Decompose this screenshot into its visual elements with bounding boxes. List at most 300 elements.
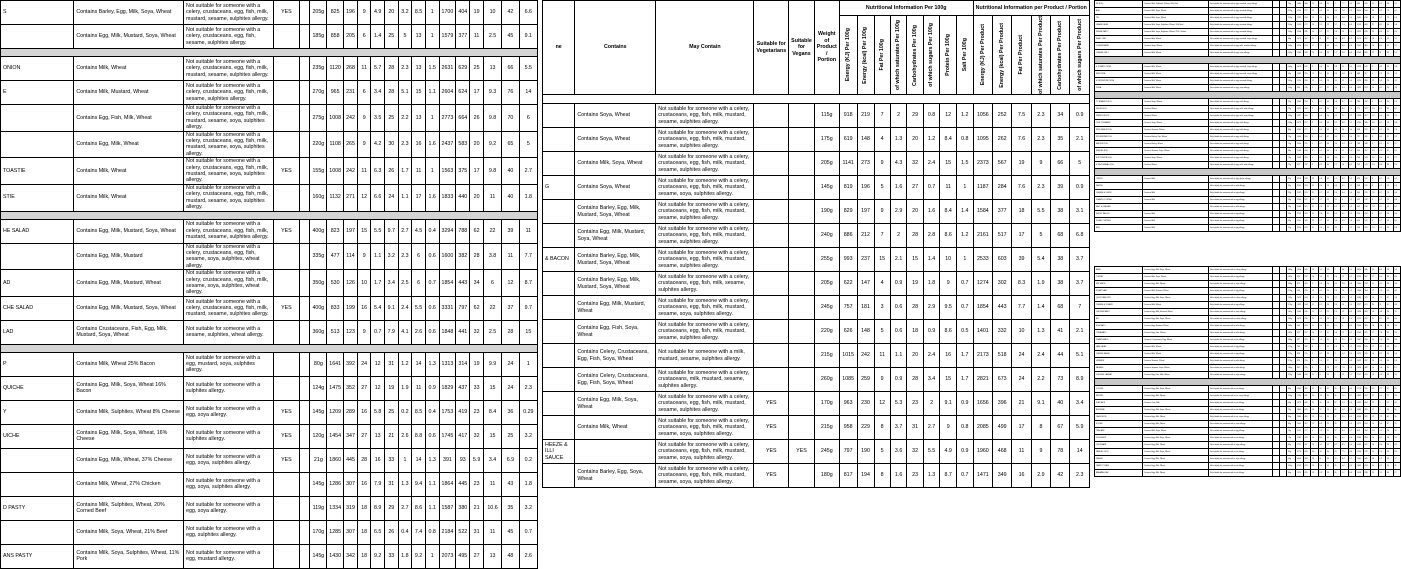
cell-value: 65: [1386, 113, 1394, 120]
cell-value: 30: [1333, 393, 1341, 400]
cell-value: 0.5: [957, 320, 974, 344]
cell-value: 262: [993, 128, 1012, 152]
cell-value: 1.3: [1348, 218, 1356, 225]
cell-value: 52: [1386, 400, 1394, 407]
cell-value: 14: [1371, 358, 1379, 365]
cell-contains: [1143, 204, 1209, 211]
cell-may: Not suitable for someone with a egg, milk, soya allergy.: [1209, 113, 1273, 120]
cell-may: Not suitable for someone with a egg, milk allergy.: [1209, 127, 1273, 134]
cell-value: 183: [1363, 155, 1371, 162]
cell-value: 3.0: [1393, 330, 1401, 337]
cell-vegan: [299, 270, 309, 297]
cell-psug: 3.2: [519, 496, 537, 520]
cell-contains: Contains Milk, Wheat: [1143, 85, 1209, 92]
cell-value: 1418: [1356, 470, 1364, 477]
cell-sug: 1.2: [398, 352, 412, 376]
cell-value: 4.3: [1318, 8, 1326, 15]
cell-value: 1401: [973, 320, 992, 344]
cell-pcarb: 40: [502, 184, 520, 211]
section-divider-cell: [543, 95, 1090, 104]
cell-value: 349: [993, 464, 1012, 488]
cell-value: 379: [1363, 295, 1371, 302]
cell-sug: 2.7: [398, 219, 412, 243]
cell-pkj: 1700: [439, 1, 456, 25]
cell-value: 3.8: [1333, 64, 1341, 71]
cell-vegan: [1280, 344, 1287, 351]
cell-value: 8.9: [1318, 435, 1326, 442]
cell-value: 0.6: [1348, 470, 1356, 477]
cell-vegan: [1280, 421, 1287, 428]
cell-name: FLAPJACK: [1095, 400, 1143, 407]
cell-pkcal: 522: [456, 520, 470, 544]
cell-name: [1, 105, 74, 132]
cell-value: 53: [1326, 225, 1334, 232]
header-per-100g: Protein Per 100g: [940, 16, 957, 95]
cell-fat: 9: [358, 320, 371, 344]
cell-value: 1120: [1296, 78, 1304, 85]
cell-value: 1585: [1296, 435, 1304, 442]
cell-value: 182: [1303, 344, 1311, 351]
cell-contains: Contains Wheat: [1143, 106, 1209, 113]
cell-value: 14: [1371, 470, 1379, 477]
cell-value: 32: [1386, 50, 1394, 57]
cell-may: Not suitable for someone with a milk allergy.: [1209, 323, 1273, 330]
cell-value: 2: [1333, 267, 1341, 274]
cell-w: 185g: [310, 25, 327, 49]
cell-value: 2190: [1296, 183, 1304, 190]
cell-weight: 70g: [1287, 428, 1296, 435]
cell-name: PIZZA: [1095, 85, 1143, 92]
cell-value: 31: [1333, 400, 1341, 407]
cell-contains: Contains Wheat: [1143, 113, 1209, 120]
cell-vegan: [1280, 393, 1287, 400]
cell-value: 412: [1303, 463, 1311, 470]
cell-contains: Contains Egg, Milk, Wheat: [1143, 470, 1209, 477]
cell-veg: YES: [273, 448, 299, 472]
cell-contains: Contains Egg, Milk, Soya, Wheat: [1143, 449, 1209, 456]
cell-vegan: [789, 320, 815, 344]
cell-psug: 2.3: [519, 376, 537, 400]
cell-name: ANS PASTY: [1, 544, 74, 568]
cell-may: Not suitable for someone with a egg, mustard allergy.: [1209, 15, 1273, 22]
cell-value: 229: [857, 416, 874, 440]
cell-value: 2.5: [1393, 113, 1401, 120]
cell-weight: 175g: [1287, 344, 1296, 351]
cell-value: 0.6: [1378, 155, 1386, 162]
cell-name: MINI PIZZA: [1095, 71, 1143, 78]
cell-value: 357: [1363, 358, 1371, 365]
cell-value: 0.8: [957, 416, 974, 440]
cell-value: 0.5: [1318, 162, 1326, 169]
cell-weight: 85g: [1287, 421, 1296, 428]
cell-contains: Contains Egg, Milk, Soya, Wheat: [1143, 435, 1209, 442]
cell-name: D PASTY: [1, 496, 74, 520]
cell-value: 1: [1318, 365, 1326, 372]
header-per-product: Fat Per Product: [1012, 16, 1031, 95]
header-per-100g: Carbohydrates Per 100g: [907, 16, 923, 95]
cell-may: Not suitable for someone with a egg, milk allergy.: [1209, 120, 1273, 127]
cell-value: 829: [839, 200, 857, 224]
cell-value: 24: [1326, 281, 1334, 288]
cell-name: BROWNIE: [1095, 407, 1143, 414]
cell-contains: Contains Milk, Wheat: [74, 158, 184, 185]
cell-pfat: 19: [470, 352, 484, 376]
cell-value: 8.6: [940, 320, 957, 344]
cell-may: Not suitable for someone with a egg, soya allergy.: [184, 400, 274, 424]
cell-psug: 0.7: [519, 520, 537, 544]
cell-weight: 25g: [1287, 183, 1296, 190]
cell-value: 58: [1326, 400, 1334, 407]
cell-vegan: [1280, 22, 1287, 29]
cell-value: 0.7: [1378, 120, 1386, 127]
cell-value: 1160: [1296, 127, 1304, 134]
cell-name: Y: [1, 400, 74, 424]
cell-vegan: [299, 57, 309, 81]
cell-value: 9.6: [1341, 15, 1349, 22]
cell-contains: Contains Milk, Soya, Wheat: [1143, 274, 1209, 281]
cell-value: 8.3: [1012, 272, 1031, 296]
cell-value: 0.6: [1318, 120, 1326, 127]
section-divider-cell: [1095, 57, 1401, 64]
cell-value: 13: [1386, 183, 1394, 190]
cell-veg: YES: [754, 392, 789, 416]
table-row: [1, 424, 538, 448]
cell-veg: [754, 152, 789, 176]
cell-may: Not suitable for someone with a egg allergy.: [1209, 302, 1273, 309]
cell-value: 31: [907, 416, 923, 440]
cell-carb: 3.2: [384, 243, 398, 270]
cell-contains: Contains Milk, Wheat: [1143, 71, 1209, 78]
allergen-table-middle: [542, 0, 1090, 488]
cell-may: Not suitable for someone with a celery, crustaceans, egg, fish, milk, mustard, sesame, soya, sulphites allergy.: [656, 464, 754, 488]
table-row: [1095, 330, 1401, 337]
cell-vegan: [789, 272, 815, 296]
allergen-table-page-left: [0, 0, 538, 563]
cell-value: 5.3: [1341, 400, 1349, 407]
cell-value: 10: [1311, 337, 1319, 344]
cell-value: 9: [1341, 323, 1349, 330]
cell-value: 7: [1341, 358, 1349, 365]
cell-weight: 180g: [1287, 365, 1296, 372]
cell-value: 197: [857, 200, 874, 224]
cell-name: HAM SALAD: [1095, 344, 1143, 351]
table-row: [1095, 414, 1401, 421]
table-row: [1, 184, 538, 211]
cell-contains: Contains Soya, Wheat: [575, 104, 656, 128]
cell-value: 13: [1311, 316, 1319, 323]
cell-value: 30: [1386, 162, 1394, 169]
cell-value: 23: [1311, 442, 1319, 449]
cell-value: 240: [1303, 372, 1311, 379]
cell-value: 45: [1326, 435, 1334, 442]
cell-value: 2373: [973, 152, 992, 176]
cell-value: 0.8: [1393, 197, 1401, 204]
cell-value: 22: [1311, 386, 1319, 393]
cell-value: 0.9: [1070, 176, 1090, 200]
cell-name: [543, 200, 575, 224]
cell-value: 15: [1371, 1, 1379, 8]
cell-veg: [273, 184, 299, 211]
cell-value: 36: [1386, 309, 1394, 316]
cell-value: 1812: [1356, 29, 1364, 36]
cell-contains: Contains Crustaceans, Egg, Wheat: [1143, 337, 1209, 344]
cell-vegetarian: [1273, 470, 1280, 477]
cell-value: 13: [1311, 15, 1319, 22]
cell-value: 1.1: [890, 344, 907, 368]
cell-value: 39: [1012, 248, 1031, 272]
cell-value: 0.9: [1318, 127, 1326, 134]
cell-value: 11: [1318, 456, 1326, 463]
cell-contains: Contains Egg, Milk, Mustard, Soya, Wheat: [74, 296, 184, 320]
cell-value: 28: [1371, 15, 1379, 22]
cell-sug: 5: [398, 25, 412, 49]
cell-value: 386: [1363, 267, 1371, 274]
cell-value: 6.7: [1393, 365, 1401, 372]
cell-value: 3: [1371, 141, 1379, 148]
cell-may: Not suitable for someone with a egg, mustard allergy.: [1209, 78, 1273, 85]
cell-pcarb: 28: [502, 320, 520, 344]
cell-value: 24: [1012, 344, 1031, 368]
allergen-table-right-top: [1094, 0, 1401, 232]
cell-may: Not suitable for someone with a nut allergy.: [1209, 386, 1273, 393]
cell-value: 4: [874, 272, 890, 296]
cell-psat: 11: [483, 184, 501, 211]
table-row: [1, 57, 538, 81]
cell-vegan: [299, 105, 309, 132]
cell-value: 5: [874, 176, 890, 200]
cell-name: [543, 104, 575, 128]
cell-vegetarian: [1273, 15, 1280, 22]
table-row: [543, 152, 1090, 176]
cell-value: 11: [1012, 440, 1031, 464]
cell-kj: 530: [327, 270, 344, 297]
cell-value: 1.0: [1348, 155, 1356, 162]
cell-value: 24: [1326, 302, 1334, 309]
cell-value: 1176: [1356, 386, 1364, 393]
cell-value: 34: [1386, 323, 1394, 330]
cell-value: 0.7: [1378, 190, 1386, 197]
table-row: [1095, 36, 1401, 43]
cell-vegan: [1280, 442, 1287, 449]
cell-kj: 1008: [327, 105, 344, 132]
cell-pro: 17: [412, 184, 426, 211]
cell-sug: 1.7: [398, 158, 412, 185]
cell-carb: 25: [384, 25, 398, 49]
cell-value: 375: [1363, 330, 1371, 337]
cell-value: 11: [1311, 309, 1319, 316]
cell-value: 1.0: [1348, 134, 1356, 141]
cell-value: 194: [1363, 428, 1371, 435]
cell-pfat: 11: [470, 25, 484, 49]
cell-vegetarian: [1273, 372, 1280, 379]
cell-value: 32: [1386, 148, 1394, 155]
cell-vegetarian: [1273, 414, 1280, 421]
cell-value: 12: [1341, 330, 1349, 337]
cell-value: 760: [1296, 344, 1304, 351]
cell-vegetarian: [1273, 288, 1280, 295]
cell-vegan: [1280, 358, 1287, 365]
table-row: [1095, 456, 1401, 463]
cell-value: 19: [1371, 372, 1379, 379]
cell-value: 1.4: [1348, 316, 1356, 323]
cell-value: 54: [1386, 463, 1394, 470]
cell-value: 2821: [973, 368, 992, 392]
cell-value: 9: [940, 272, 957, 296]
table-row: [1095, 421, 1401, 428]
cell-psat: 9.8: [483, 158, 501, 185]
cell-pkj: 2604: [439, 81, 456, 105]
cell-value: 2494: [1356, 8, 1364, 15]
cell-value: 8.3: [1378, 267, 1386, 274]
cell-value: 3.5: [1393, 337, 1401, 344]
cell-value: 1033: [1356, 442, 1364, 449]
cell-value: 8.2: [1333, 442, 1341, 449]
cell-value: 10: [1371, 421, 1379, 428]
cell-value: 53: [1326, 190, 1334, 197]
cell-value: 10: [1311, 274, 1319, 281]
cell-may: Not suitable for someone with a egg, mustard, soya allergy.: [1209, 64, 1273, 71]
cell-vegetarian: [1273, 295, 1280, 302]
cell-value: 2.1: [1333, 323, 1341, 330]
cell-value: 1013: [1296, 64, 1304, 71]
cell-value: 2.3: [1378, 71, 1386, 78]
table-row: [1095, 407, 1401, 414]
cell-value: 31: [1386, 134, 1394, 141]
cell-psug: 6.6: [519, 1, 537, 25]
cell-value: 35: [1051, 128, 1070, 152]
cell-value: 13: [1386, 218, 1394, 225]
cell-pkj: 1848: [439, 320, 456, 344]
cell-may: Not suitable for someone with a celery, crustaceans, egg, fish, milk, mustard, sesame, soya, sulphites allergy.: [184, 131, 274, 158]
cell-w: 220g: [310, 131, 327, 158]
cell-pro: 8.5: [412, 400, 426, 424]
cell-pkj: 391: [439, 448, 456, 472]
header-per-100g: of which sugars Per 100g: [923, 16, 940, 95]
cell-sug: 2.4: [398, 296, 412, 320]
cell-vegan: [1280, 85, 1287, 92]
cell-pro: 9.2: [412, 544, 426, 568]
cell-sat: 7.9: [371, 472, 385, 496]
cell-name: AD: [1, 270, 74, 297]
cell-vegan: [1280, 302, 1287, 309]
cell-kj: 858: [327, 25, 344, 49]
cell-kcal: 289: [344, 400, 358, 424]
cell-vegan: [299, 243, 309, 270]
cell-value: 2.9: [1031, 464, 1050, 488]
cell-value: 3.9: [1333, 85, 1341, 92]
cell-value: 0.5: [1378, 134, 1386, 141]
cell-psat: 13: [483, 57, 501, 81]
cell-value: 13: [1386, 211, 1394, 218]
cell-value: 9.1: [940, 392, 957, 416]
cell-kcal: 392: [344, 352, 358, 376]
cell-weight: 75g: [1287, 141, 1296, 148]
cell-may: Not suitable for someone with a celery, crustaceans, egg, fish, milk, mustard, sesame, soya, sulphites allergy.: [184, 158, 274, 185]
cell-psat: 22: [483, 296, 501, 320]
cell-value: 2: [923, 392, 940, 416]
cell-value: 18: [1333, 421, 1341, 428]
cell-value: 10: [1341, 316, 1349, 323]
table-row: [1095, 190, 1401, 197]
cell-value: 7: [1341, 421, 1349, 428]
cell-sug: 2.2: [398, 105, 412, 132]
cell-value: 14: [1311, 22, 1319, 29]
cell-value: 237: [857, 248, 874, 272]
cell-value: 8.8: [1378, 36, 1386, 43]
cell-value: 53: [1326, 407, 1334, 414]
cell-value: 12: [874, 392, 890, 416]
cell-value: 6.4: [1341, 190, 1349, 197]
cell-value: 2.9: [1333, 288, 1341, 295]
cell-value: 1.3: [923, 464, 940, 488]
cell-weight: 150g: [1287, 29, 1296, 36]
cell-value: 2.5: [1333, 316, 1341, 323]
cell-value: 32: [1386, 141, 1394, 148]
cell-value: 147: [857, 272, 874, 296]
header-contains: Contains: [575, 1, 656, 95]
cell-veg: [273, 81, 299, 105]
cell-value: 0.5: [1378, 99, 1386, 106]
cell-name: [1, 520, 74, 544]
cell-vegetarian: [1273, 106, 1280, 113]
cell-vegan: [1280, 197, 1287, 204]
cell-value: 0.9: [1348, 85, 1356, 92]
cell-name: WHEY ONLY: [1095, 36, 1143, 43]
table-row: [543, 248, 1090, 272]
cell-value: 6.4: [1341, 456, 1349, 463]
cell-value: 18: [1371, 456, 1379, 463]
cell-value: 3.4: [1333, 358, 1341, 365]
cell-weight: 170g: [1287, 302, 1296, 309]
cell-vegan: [789, 104, 815, 128]
cell-weight: 160g: [1287, 323, 1296, 330]
cell-carb: 7.9: [384, 320, 398, 344]
cell-value: 16: [1012, 464, 1031, 488]
cell-value: 0.7: [1318, 141, 1326, 148]
cell-value: 7.9: [1378, 414, 1386, 421]
cell-pcarb: 11: [502, 243, 520, 270]
cell-value: 313: [1303, 43, 1311, 50]
cell-value: 2.2: [1318, 309, 1326, 316]
cell-value: 40: [1386, 407, 1394, 414]
cell-value: 1.4: [1348, 190, 1356, 197]
table-row: [1095, 1, 1401, 8]
table-row: [1095, 281, 1401, 288]
cell-name: E: [1, 81, 74, 105]
cell-value: 8.8: [1318, 1, 1326, 8]
cell-may: Not suitable for someone with a nut allergy.: [1209, 407, 1273, 414]
cell-value: 379: [1303, 435, 1311, 442]
cell-value: 15: [874, 248, 890, 272]
cell-kcal: 123: [344, 320, 358, 344]
cell-salt: 1: [425, 544, 439, 568]
cell-weight: 165g: [1287, 274, 1296, 281]
cell-sat: 9.2: [371, 544, 385, 568]
cell-carb: 31: [384, 472, 398, 496]
cell-vegan: [1280, 71, 1287, 78]
cell-value: 24: [1311, 449, 1319, 456]
cell-carb: 29: [384, 496, 398, 520]
cell-value: 5.6: [1318, 78, 1326, 85]
cell-value: 16: [1371, 351, 1379, 358]
cell-value: 452: [1363, 393, 1371, 400]
cell-pcarb: 66: [502, 57, 520, 81]
cell-pkcal: 437: [456, 376, 470, 400]
cell-value: 8.3: [1341, 43, 1349, 50]
cell-pcarb: 40: [502, 158, 520, 185]
cell-w: 124g: [310, 376, 327, 400]
table-row: [1095, 50, 1401, 57]
